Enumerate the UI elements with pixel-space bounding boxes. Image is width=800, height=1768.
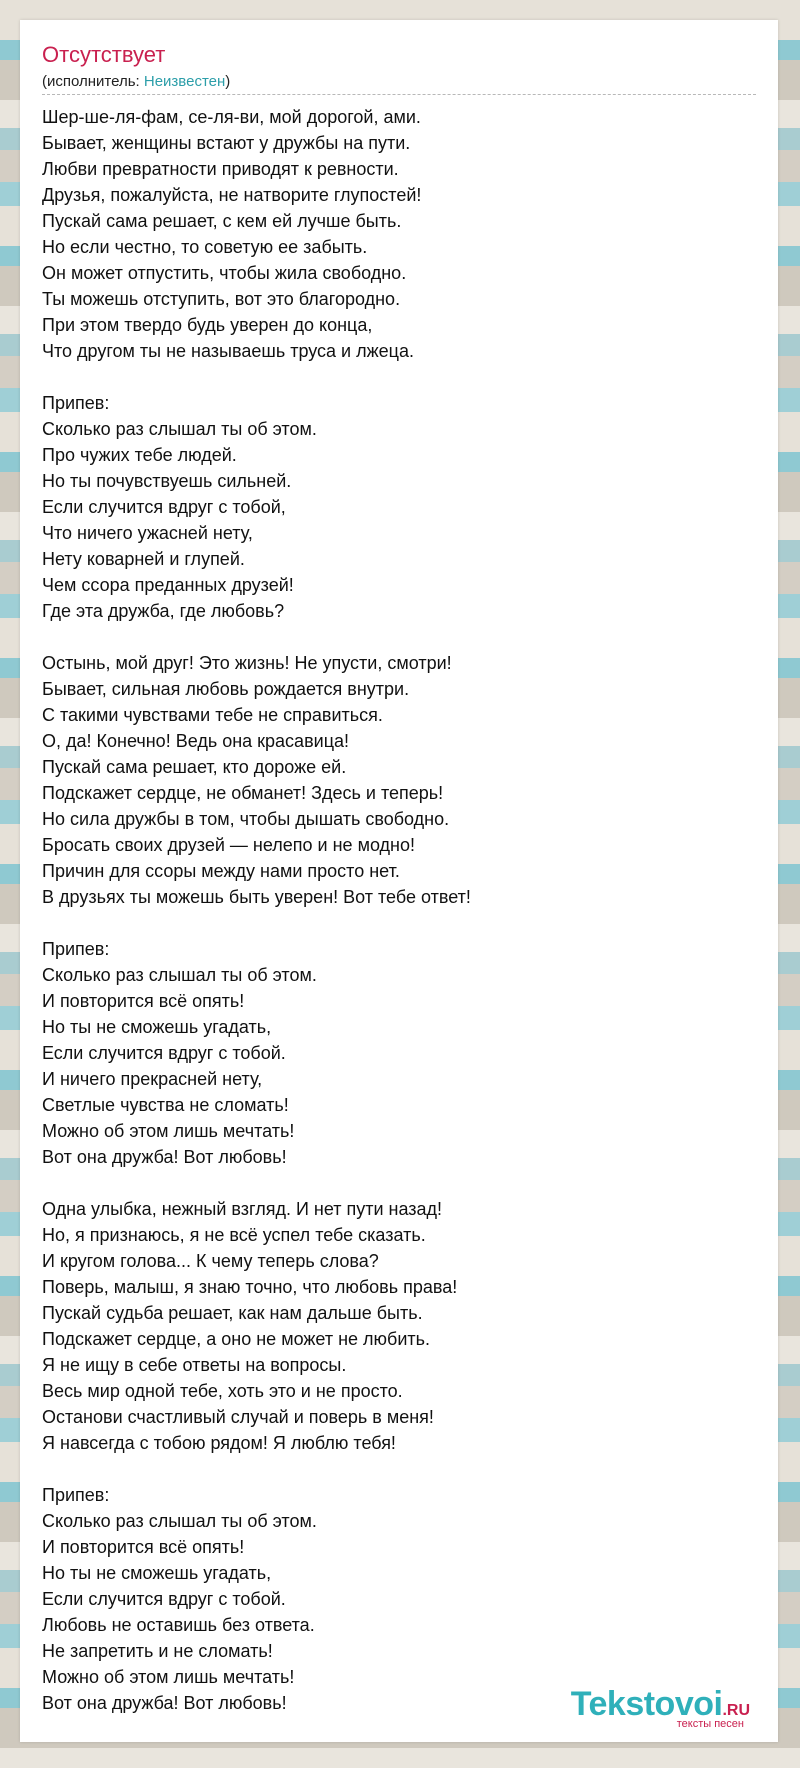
- lyrics-line: О, да! Конечно! Ведь она красавица!: [42, 731, 350, 751]
- logo-tld: .RU: [722, 1702, 750, 1719]
- lyrics-line: Что другом ты не называешь труса и лжеца.: [42, 341, 414, 361]
- lyrics-line: Где эта дружба, где любовь?: [42, 601, 285, 621]
- lyrics-line: Припев:: [42, 939, 110, 959]
- lyrics-line: Припев:: [42, 1485, 110, 1505]
- lyrics-line: Светлые чувства не сломать!: [42, 1095, 289, 1115]
- byline-suffix: ): [225, 73, 231, 90]
- lyrics-line: Причин для ссоры между нами просто нет.: [42, 861, 400, 881]
- lyrics-line: В друзьях ты можешь быть уверен! Вот тебе ответ!: [42, 887, 471, 907]
- lyrics-line: И повторится всё опять!: [42, 991, 245, 1011]
- lyrics-line: С такими чувствами тебе не справиться.: [42, 705, 383, 725]
- lyrics-line: Бывает, сильная любовь рождается внутри.: [42, 679, 410, 699]
- lyrics-line: Сколько раз слышал ты об этом.: [42, 965, 317, 985]
- lyrics-line: Пускай сама решает, с кем ей лучше быть.: [42, 211, 402, 231]
- site-logo[interactable]: [571, 1687, 750, 1730]
- lyrics-line: Чем ссора преданных друзей!: [42, 575, 294, 595]
- artist-link[interactable]: Неизвестен: [143, 73, 226, 90]
- lyrics-line: И кругом голова... К чему теперь слова?: [42, 1251, 379, 1271]
- lyrics-line: Можно об этом лишь мечтать!: [42, 1121, 295, 1141]
- lyrics-line: Но ты не сможешь угадать,: [42, 1563, 272, 1583]
- lyrics-line: Вот она дружба! Вот любовь!: [42, 1693, 287, 1713]
- lyrics-line: Он может отпустить, чтобы жила свободно.: [42, 263, 407, 283]
- artist-byline: [42, 73, 230, 90]
- logo-name: Tekstovoi: [570, 1685, 723, 1723]
- lyrics-line: Подскажет сердце, а оно не может не любить.: [42, 1329, 431, 1349]
- lyrics-card: [20, 20, 778, 1742]
- lyrics-line: Одна улыбка, нежный взгляд. И нет пути назад!: [42, 1199, 443, 1219]
- lyrics-line: Но, я признаюсь, я не всё успел тебе сказать.: [42, 1225, 426, 1245]
- title-divider: [42, 94, 756, 95]
- lyrics-line: Вот она дружба! Вот любовь!: [42, 1147, 287, 1167]
- lyrics-line: Пускай судьба решает, как нам дальше быть.: [42, 1303, 423, 1323]
- lyrics-line: Сколько раз слышал ты об этом.: [42, 1511, 317, 1531]
- lyrics-line: Но сила дружбы в том, чтобы дышать свободно.: [42, 809, 450, 829]
- logo-tagline: тексты песен: [676, 1718, 744, 1730]
- lyrics-line: Если случится вдруг с тобой,: [42, 497, 286, 517]
- lyrics-line: Но ты почувствуешь сильней.: [42, 471, 292, 491]
- byline-prefix: (исполнитель:: [42, 73, 144, 90]
- lyrics-line: Остынь, мой друг! Это жизнь! Не упусти, смотри!: [42, 653, 452, 673]
- lyrics-line: Ты можешь отступить, вот это благородно.: [42, 289, 401, 309]
- lyrics-line: Любовь не оставишь без ответа.: [42, 1615, 315, 1635]
- lyrics-line: Шер-ше-ля-фам, се-ля-ви, мой дорогой, ами.: [42, 107, 421, 127]
- lyrics-line: Любви превратности приводят к ревности.: [42, 159, 399, 179]
- lyrics-line: При этом твердо будь уверен до конца,: [42, 315, 373, 335]
- lyrics-line: Можно об этом лишь мечтать!: [42, 1667, 295, 1687]
- lyrics-stanza: [42, 650, 742, 910]
- lyrics-line: Если случится вдруг с тобой.: [42, 1043, 286, 1063]
- lyrics-line: Про чужих тебе людей.: [42, 445, 237, 465]
- lyrics-line: Не запретить и не сломать!: [42, 1641, 273, 1661]
- lyrics-line: Я навсегда с тобою рядом! Я люблю тебя!: [42, 1433, 396, 1453]
- lyrics-stanza: [42, 390, 742, 624]
- lyrics-line: Друзья, пожалуйста, не натворите глупостей!: [42, 185, 422, 205]
- lyrics-stanza: [42, 104, 742, 364]
- lyrics-line: Поверь, малыш, я знаю точно, что любовь права!: [42, 1277, 458, 1297]
- lyrics-line: Но если честно, то советую ее забыть.: [42, 237, 368, 257]
- lyrics-body: [42, 104, 742, 1742]
- lyrics-line: Весь мир одной тебе, хоть это и не просто.: [42, 1381, 403, 1401]
- lyrics-line: Сколько раз слышал ты об этом.: [42, 419, 317, 439]
- lyrics-line: И ничего прекрасней нету,: [42, 1069, 263, 1089]
- lyrics-line: Припев:: [42, 393, 110, 413]
- song-title: Отсутствует: [42, 42, 166, 67]
- lyrics-line: Подскажет сердце, не обманет! Здесь и теперь!: [42, 783, 444, 803]
- lyrics-line: Я не ищу в себе ответы на вопросы.: [42, 1355, 347, 1375]
- lyrics-line: Что ничего ужасней нету,: [42, 523, 253, 543]
- lyrics-line: Останови счастливый случай и поверь в меня!: [42, 1407, 434, 1427]
- lyrics-line: Бывает, женщины встают у дружбы на пути.: [42, 133, 411, 153]
- lyrics-line: Если случится вдруг с тобой.: [42, 1589, 286, 1609]
- lyrics-line: Пускай сама решает, кто дороже ей.: [42, 757, 347, 777]
- lyrics-stanza: [42, 1196, 742, 1456]
- lyrics-stanza: [42, 936, 742, 1170]
- lyrics-line: Нету коварней и глупей.: [42, 549, 245, 569]
- lyrics-stanza: [42, 1482, 742, 1716]
- lyrics-line: Но ты не сможешь угадать,: [42, 1017, 272, 1037]
- lyrics-line: И повторится всё опять!: [42, 1537, 245, 1557]
- lyrics-line: Бросать своих друзей — нелепо и не модно!: [42, 835, 416, 855]
